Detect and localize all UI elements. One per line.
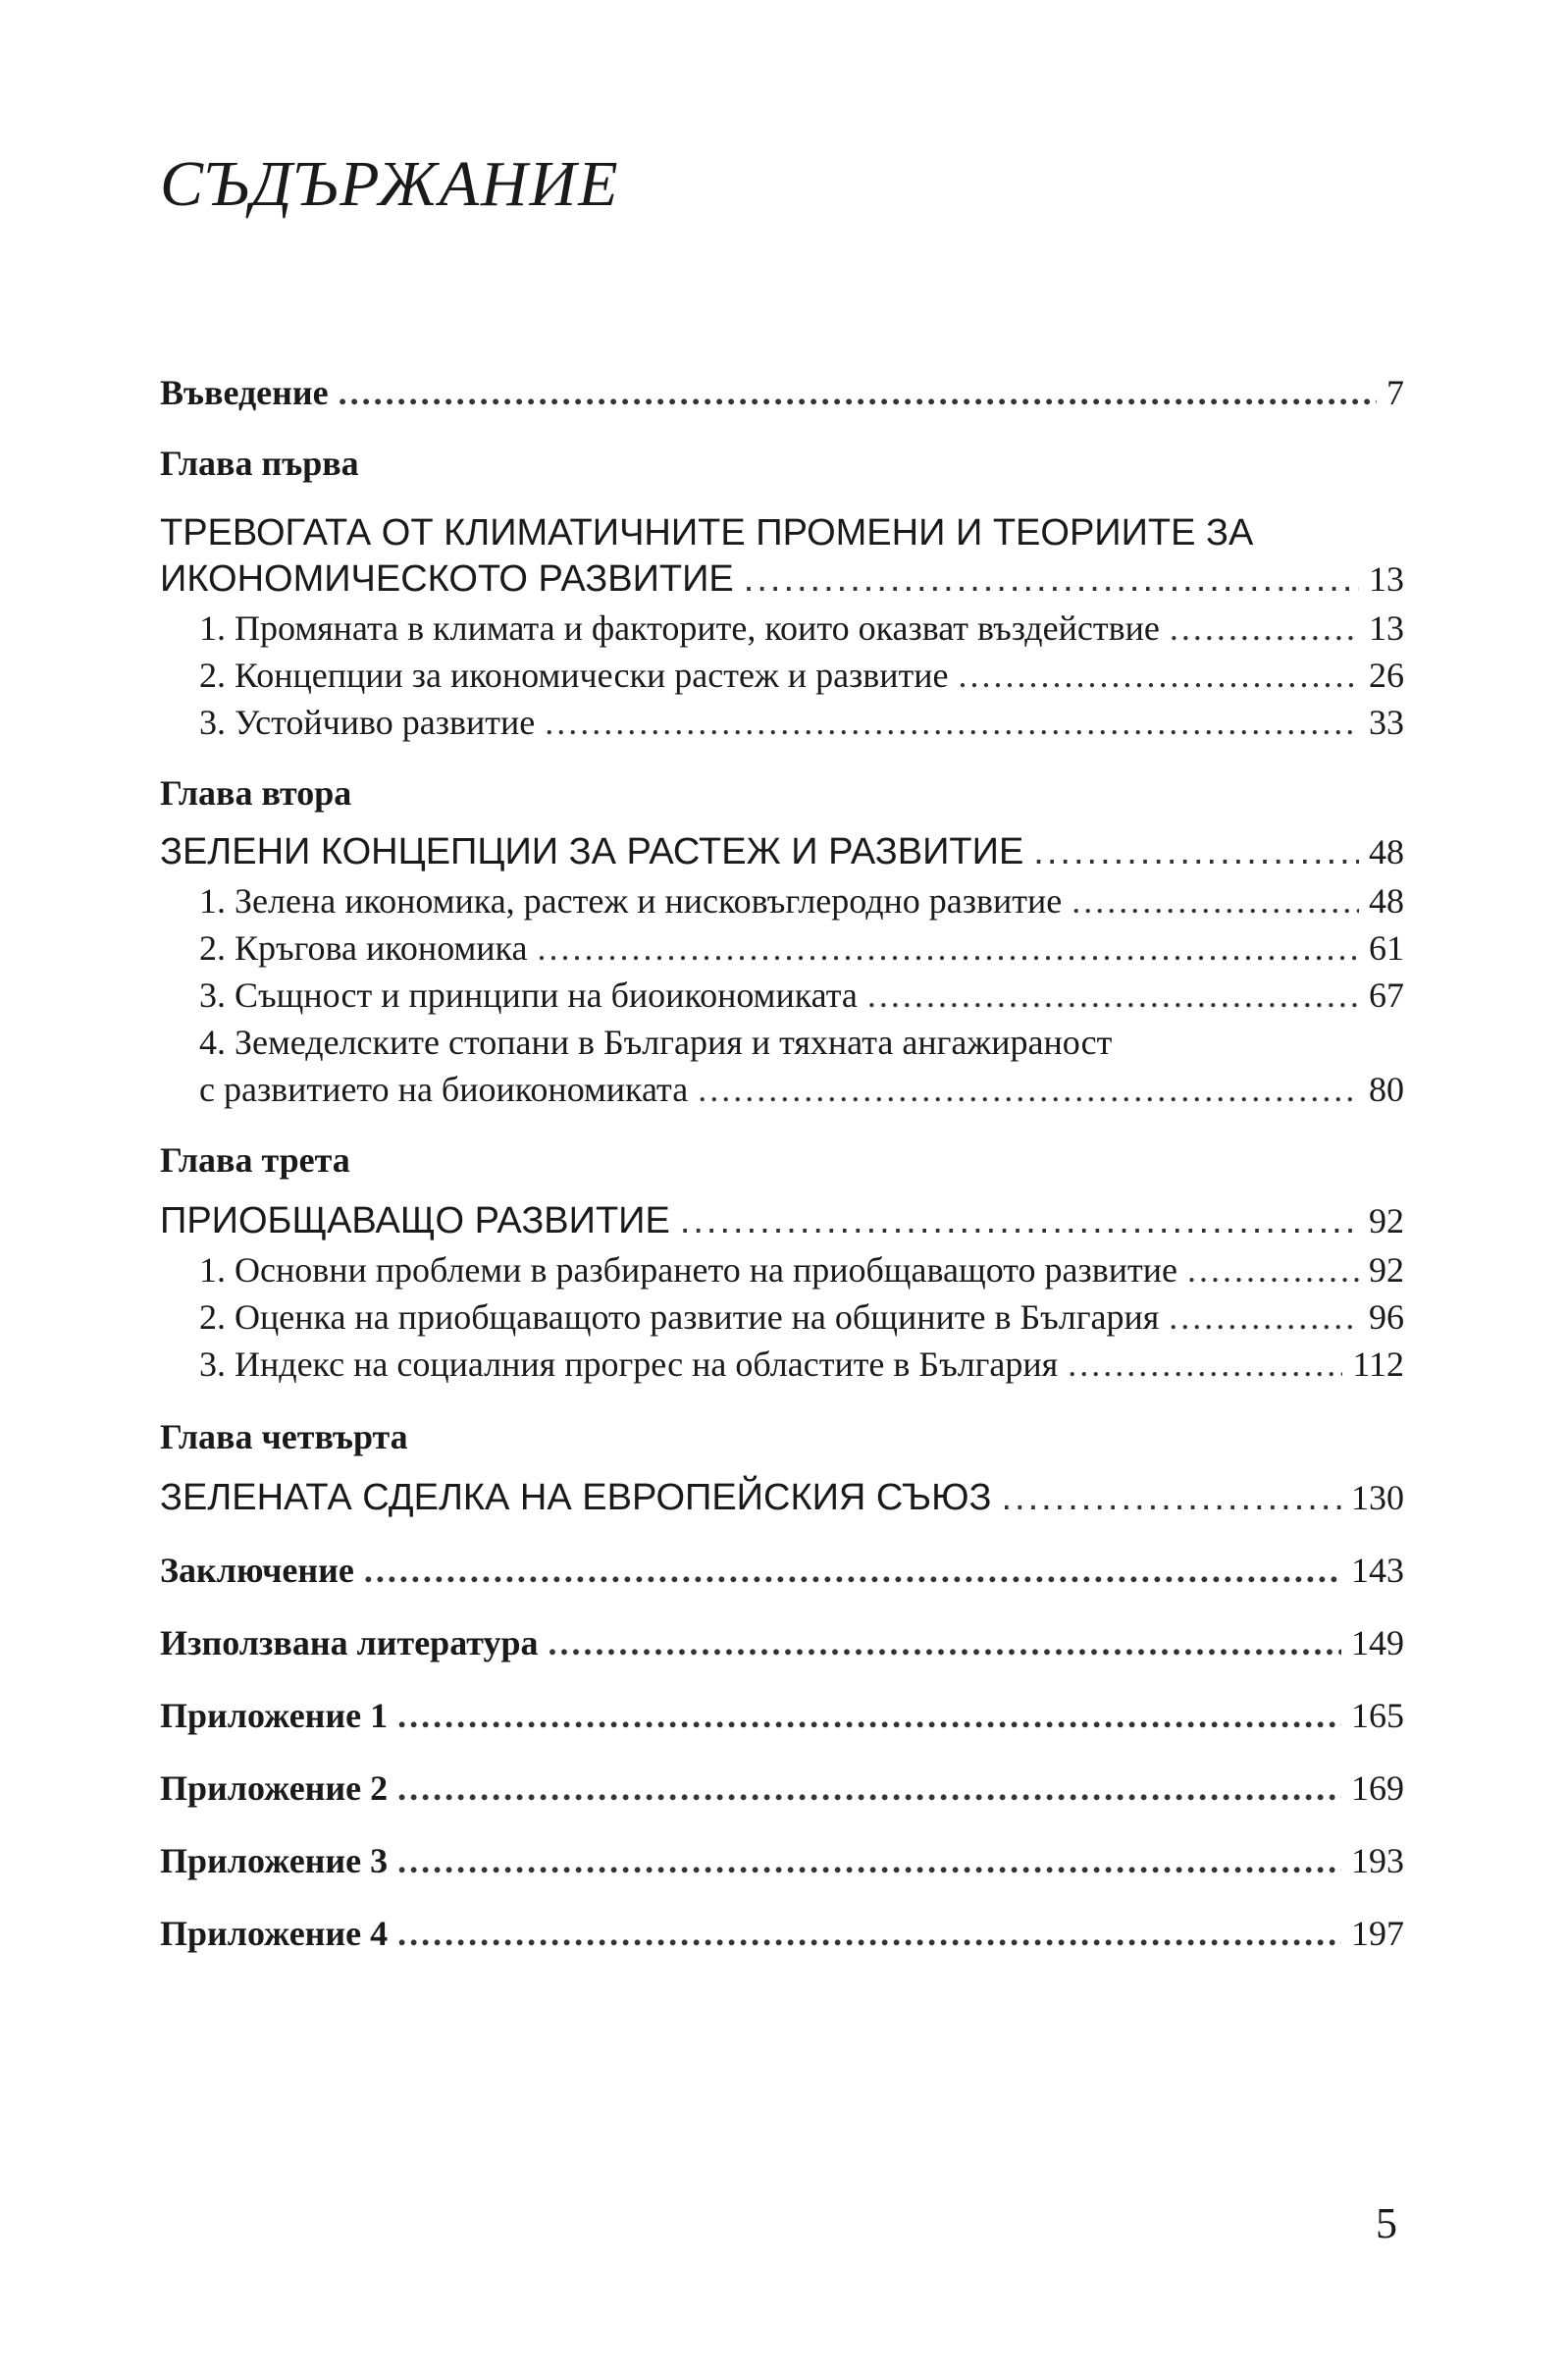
toc-entry-page: 48	[1369, 881, 1404, 921]
toc-entry-label: Приложение 2	[160, 1768, 389, 1808]
toc-entry	[199, 606, 1404, 650]
toc-entry-chapter4-title	[160, 1476, 1404, 1519]
toc-entry-page: 7	[1386, 373, 1404, 412]
dot-leader	[867, 974, 1359, 1017]
dot-leader	[1187, 1248, 1359, 1292]
dot-leader	[744, 557, 1359, 601]
toc-entry-page: 33	[1369, 703, 1404, 742]
toc-entry-label: ИКОНОМИЧЕСКОТО РАЗВИТИЕ	[160, 558, 734, 600]
toc-entry	[199, 926, 1404, 970]
toc-entry-label: Въведение	[160, 373, 329, 412]
toc-entry-page: 149	[1351, 1623, 1404, 1662]
toc-entry-chapter3-title	[160, 1199, 1404, 1242]
toc-entry-label: ЗЕЛЕНИ КОНЦЕПЦИИ ЗА РАСТЕЖ И РАЗВИТИЕ	[160, 831, 1024, 872]
toc-entry-page: 193	[1351, 1841, 1404, 1880]
toc-entry	[199, 974, 1404, 1017]
toc-entry-page: 13	[1369, 559, 1404, 599]
toc-entry-label: Приложение 4	[160, 1914, 389, 1953]
dot-leader	[1071, 879, 1359, 923]
dot-leader	[680, 1199, 1359, 1242]
toc-entry-label: Приложение 3	[160, 1841, 389, 1880]
toc-entry	[199, 701, 1404, 744]
dot-leader	[1068, 1343, 1342, 1386]
chapter-title-1-line1: ТРЕВОГАТА ОТ КЛИМАТИЧНИТЕ ПРОМЕНИ И ТЕОРИИТЕ ЗА	[160, 512, 1254, 554]
toc-entry-page: 67	[1369, 976, 1404, 1015]
dot-leader	[397, 1694, 1341, 1737]
dot-leader	[545, 701, 1359, 744]
page-number: 5	[1376, 2199, 1397, 2247]
toc-entry-page: 92	[1369, 1201, 1404, 1240]
toc-entry	[199, 1343, 1404, 1386]
toc-entry-page: 169	[1351, 1768, 1404, 1808]
toc-entry-label: 2. Концепции за икономически растеж и развитие	[199, 656, 949, 695]
dot-leader	[339, 371, 1377, 414]
dot-leader	[1033, 830, 1359, 873]
toc-entry-page: 96	[1369, 1297, 1404, 1337]
dot-leader	[549, 1621, 1341, 1664]
toc-entry-label: ЗЕЛЕНАТА СДЕЛКА НА ЕВРОПЕЙСКИЯ СЪЮЗ	[160, 1477, 992, 1518]
toc-entry-intro	[160, 371, 1404, 414]
dot-leader	[959, 654, 1359, 697]
toc-entry-page: 130	[1351, 1478, 1404, 1517]
toc-entry	[199, 1248, 1404, 1292]
toc-entry-label: Използвана литература	[160, 1623, 539, 1662]
toc-entry-page: 26	[1369, 656, 1404, 695]
toc-entry-page: 48	[1369, 832, 1404, 871]
toc-entry-label: 3. Устойчиво развитие	[199, 703, 536, 742]
toc-entry-appendix-2	[160, 1767, 1404, 1810]
chapter-heading-3: Глава трета	[160, 1140, 350, 1180]
toc-entry-page: 61	[1369, 928, 1404, 968]
dot-leader	[397, 1767, 1341, 1810]
chapter-heading-2: Глава втора	[160, 773, 352, 813]
toc-entry-label: Приложение 1	[160, 1696, 389, 1735]
toc-entry-conclusion	[160, 1549, 1404, 1592]
chapter-heading-1: Глава първа	[160, 444, 359, 483]
toc-entry-appendix-1	[160, 1694, 1404, 1737]
dot-leader	[537, 926, 1359, 970]
toc-entry-page: 80	[1369, 1070, 1404, 1109]
toc-entry-page: 13	[1369, 608, 1404, 648]
toc-entry-label: 2. Кръгова икономика	[199, 928, 528, 968]
toc-entry-appendix-4	[160, 1912, 1404, 1955]
dot-leader	[397, 1912, 1341, 1955]
toc-entry-label: 3. Същност и принципи на биоикономиката	[199, 976, 858, 1015]
toc-entry-appendix-3	[160, 1839, 1404, 1882]
dot-leader	[1169, 1295, 1359, 1339]
toc-entry-label-line1: 4. Земеделските стопани в България и тяхната ангажираност	[199, 1023, 1113, 1062]
toc-entry-chapter2-title	[160, 830, 1404, 873]
toc-entry-label: с развитието на биоикономиката	[199, 1070, 689, 1109]
toc-entry-label: 1. Зелена икономика, растеж и нисковъглеродно развитие	[199, 881, 1063, 921]
page-title: СЪДЪРЖАНИЕ	[160, 148, 620, 220]
dot-leader	[397, 1839, 1341, 1882]
dot-leader	[1170, 606, 1359, 650]
toc-entry-label: Заключение	[160, 1551, 354, 1590]
toc-entry-label: 1. Промяната в климата и факторите, които оказват въздействие	[199, 608, 1160, 648]
toc-entry	[199, 1068, 1404, 1111]
dot-leader	[698, 1068, 1359, 1111]
dot-leader	[364, 1549, 1341, 1592]
toc-entry-page: 165	[1351, 1696, 1404, 1735]
toc-entry-page: 143	[1351, 1551, 1404, 1590]
toc-entry-page: 197	[1351, 1914, 1404, 1953]
toc-entry	[199, 1295, 1404, 1339]
toc-entry-label: 3. Индекс на социалния прогрес на областите в България	[199, 1345, 1059, 1384]
toc-entry-references	[160, 1621, 1404, 1664]
toc-entry-label: 2. Оценка на приобщаващото развитие на общините в България	[199, 1297, 1160, 1337]
toc-entry-label: ПРИОБЩАВАЩО РАЗВИТИЕ	[160, 1200, 670, 1241]
chapter-heading-4: Глава четвърта	[160, 1417, 408, 1456]
toc-entry-page: 112	[1352, 1345, 1404, 1384]
toc-entry-label: 1. Основни проблеми в разбирането на приобщаващото развитие	[199, 1250, 1177, 1290]
toc-entry-page: 92	[1369, 1250, 1404, 1290]
toc-entry	[199, 654, 1404, 697]
toc-entry-chapter1-title	[160, 557, 1404, 601]
dot-leader	[1001, 1476, 1341, 1519]
toc-entry	[199, 879, 1404, 923]
